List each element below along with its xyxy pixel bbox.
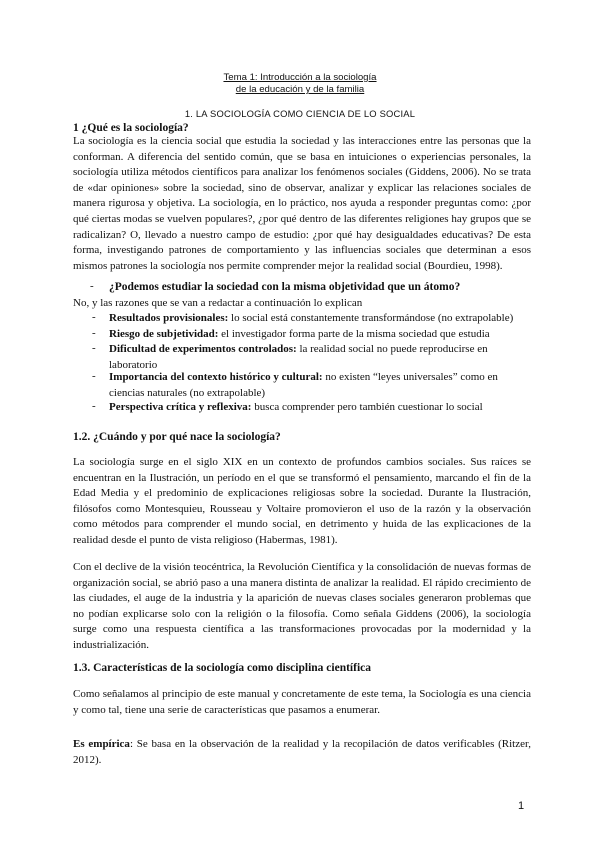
text-empirical: : Se basa en la observación de la realidad y la recopilación de datos verificables (Ritzer, 2012). (73, 738, 531, 766)
bullet-dash: - (92, 370, 96, 382)
bullet-text: el investigador forma parte de la misma sociedad que estudia (218, 328, 490, 340)
paragraph-origin-2: Con el declive de la visión teocéntrica, la Revolución Científica y la consolidación de nuevas formas de organización social, se abrió paso a una manera distinta de analizar la realidad. El rápido crecimiento de las ciudades, el auge de la industria y la aparición de nuevas clases sociales generaron problemas que no podían explicarse solo con la religión o la filosofía. Como señala Giddens (2006), la sociología surge como una respuesta científica a las transformaciones provocadas por la modernidad y la industrialización. (73, 561, 531, 651)
bullet-term: Importancia del contexto histórico y cultural: (109, 371, 323, 383)
heading-what-is-sociology: 1 ¿Qué es la sociología? (73, 122, 189, 134)
bullet-dash: - (92, 342, 96, 354)
list-item (109, 311, 529, 327)
answer-intro: No, y las razones que se van a redactar a continuación lo explican (73, 297, 363, 309)
question-dash: - (90, 280, 94, 292)
paragraph-what-is-sociology: La sociología es la ciencia social que estudia la sociedad y las interacciones entre las personas que la conforman. A diferencia del sentido común, que se basa en intuiciones o experiencias personales, la sociología utiliza métodos científicos para analizar los fenómenos sociales (Giddens, 2006). No se trata de «dar opiniones» sobre la sociedad, sino de observar, analizar y explicar las relaciones sociales de manera rigurosa y objetiva. La sociología, en lo práctico, nos ayuda a responder preguntas como: ¿por qué ciertas modas se vuelven populares?, ¿por qué dentro de las diferentes religiones hay grupos que se radicalizan? O, llevado a nuestro campo de estudio: ¿por qué hay desigualdades educativas? De esta forma, investigando patrones de comportamiento y las influencias sociales que determinan a esos mismos patrones la sociología nos permite comprender mejor la realidad social (Bourdieu, 1998). (73, 135, 531, 272)
bullet-term: Riesgo de subjetividad: (109, 328, 219, 340)
list-item (109, 400, 529, 416)
heading-origin-of-sociology: 1.2. ¿Cuándo y por qué nace la sociología? (73, 431, 281, 443)
bullet-dash: - (92, 327, 96, 339)
list-item (109, 342, 529, 373)
paragraph-characteristics-intro: Como señalamos al principio de este manual y concretamente de este tema, la Sociología es una ciencia y como tal, tiene una serie de características que pasamos a enumerar. (73, 688, 531, 716)
paragraph-origin-1: La sociología surge en el siglo XIX en un contexto de profundos cambios sociales. Sus raíces se encuentran en la Ilustración, un período en el que se transformó el pensamiento, marcando el fin de la Edad Media y el predominio de explicaciones religiosas sobre la sociedad. Durante la Ilustración, filósofos como Montesquieu, Rousseau y Voltaire promovieron el uso de la razón y la observación como métodos para comprender el mundo social, en detrimento y huida de las explicaciones de la realidad desde el punto de vista religioso (Habermas, 1981). (73, 456, 531, 546)
bullet-text: la realidad social no puede reproducirse en laboratorio (109, 343, 488, 371)
heading-characteristics: 1.3. Características de la sociología como disciplina científica (73, 662, 371, 674)
document-title-line-1: Tema 1: Introducción a la sociología (223, 72, 377, 83)
term-empirical: Es empírica (73, 738, 130, 750)
document-title-line-2: de la educación y de la familia (235, 84, 365, 95)
bullet-text: no existen “leyes universales” como en ciencias naturales (no extrapolable) (109, 371, 498, 399)
list-item (109, 370, 529, 401)
bullet-dash: - (92, 311, 96, 323)
section-title: 1. LA SOCIOLOGÍA COMO CIENCIA DE LO SOCIAL (184, 108, 416, 119)
list-item (109, 327, 529, 343)
bullet-term: Resultados provisionales: (109, 312, 229, 324)
bullet-text: lo social está constantemente transformándose (no extrapolable) (228, 312, 514, 324)
bullet-dash: - (92, 400, 96, 412)
bullet-term: Dificultad de experimentos controlados: (109, 343, 297, 355)
paragraph-empirical (73, 737, 531, 768)
bullet-text: busca comprender pero también cuestionar lo social (251, 401, 483, 413)
question-objectivity: ¿Podemos estudiar la sociedad con la misma objetividad que un átomo? (109, 281, 461, 293)
bullet-term: Perspectiva crítica y reflexiva: (109, 401, 252, 413)
page-number: 1 (518, 800, 525, 812)
